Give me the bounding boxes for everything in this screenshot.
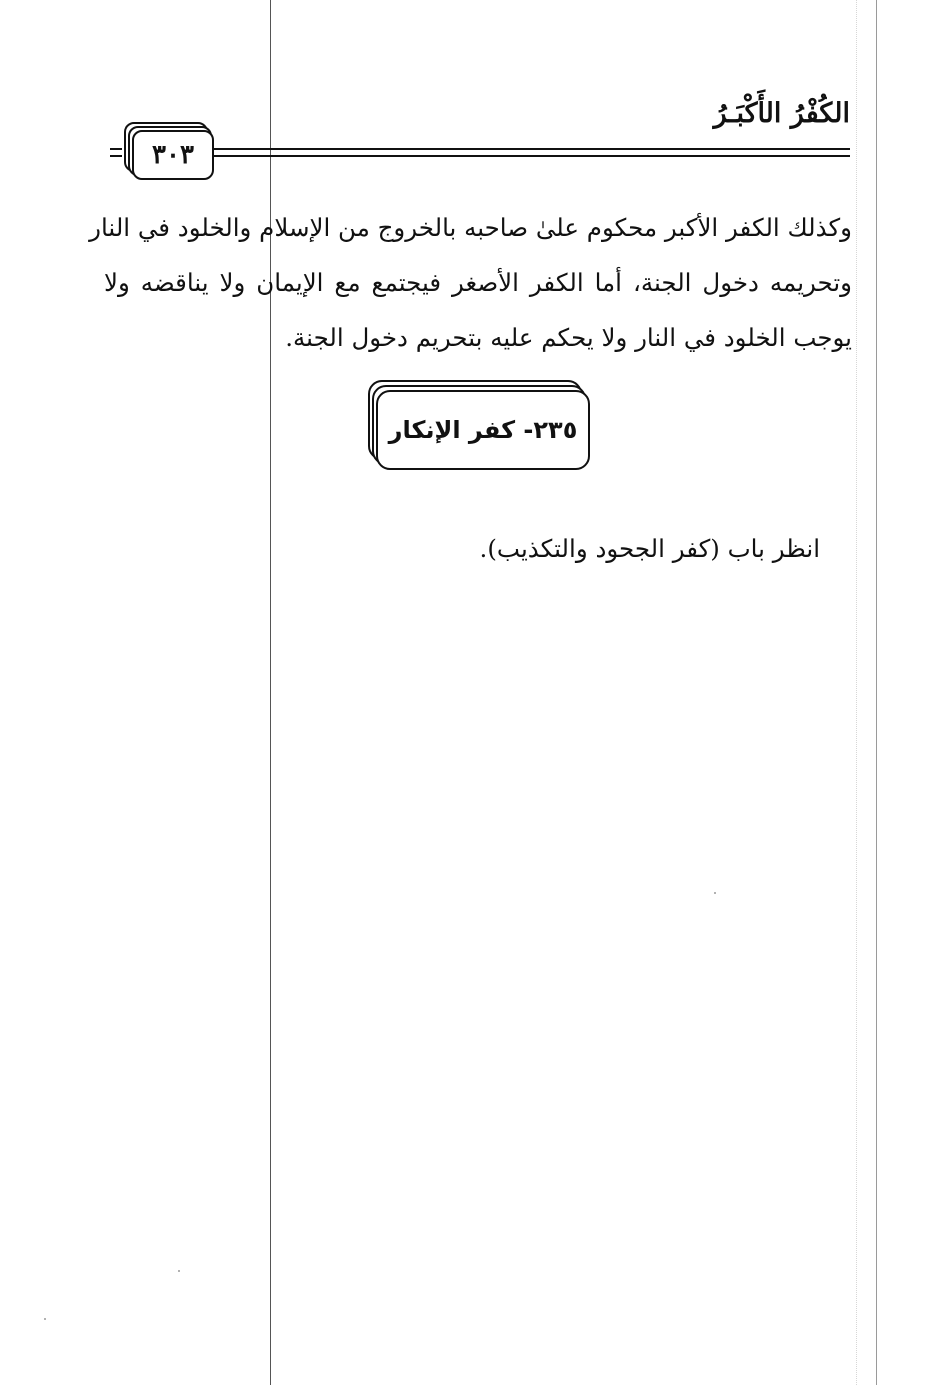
scan-edge-dotted-line <box>856 0 858 1385</box>
body-paragraph <box>89 200 852 365</box>
section-heading: ٢٣٥- كفر الإنكار <box>376 390 590 470</box>
scan-speck <box>714 892 716 894</box>
page-number: ٣٠٣ <box>132 130 214 180</box>
paragraph-line: وتحريمه دخول الجنة، أما الكفر الأصغر فيجتمع مع الإيمان ولا يناقضه ولا <box>104 268 852 297</box>
scan-speck <box>44 1318 46 1320</box>
scan-edge-line <box>876 0 877 1385</box>
see-also-note: انظر باب (كفر الجحود والتكذيب). <box>479 534 820 563</box>
scan-speck <box>178 1270 180 1272</box>
section-heading-box <box>368 380 594 472</box>
paragraph-line: وكذلك الكفر الأكبر محكوم علىٰ صاحبه بالخروج من الإسلام والخلود في النار <box>89 213 852 242</box>
header-rule <box>214 148 850 157</box>
running-title: الكُفْرُ الأَكْبَـرُ <box>713 98 850 129</box>
paragraph-line: يوجب الخلود في النار ولا يحكم عليه بتحريم دخول الجنة. <box>285 323 852 352</box>
header-rule-left <box>110 148 122 157</box>
page-number-frame <box>124 122 216 182</box>
